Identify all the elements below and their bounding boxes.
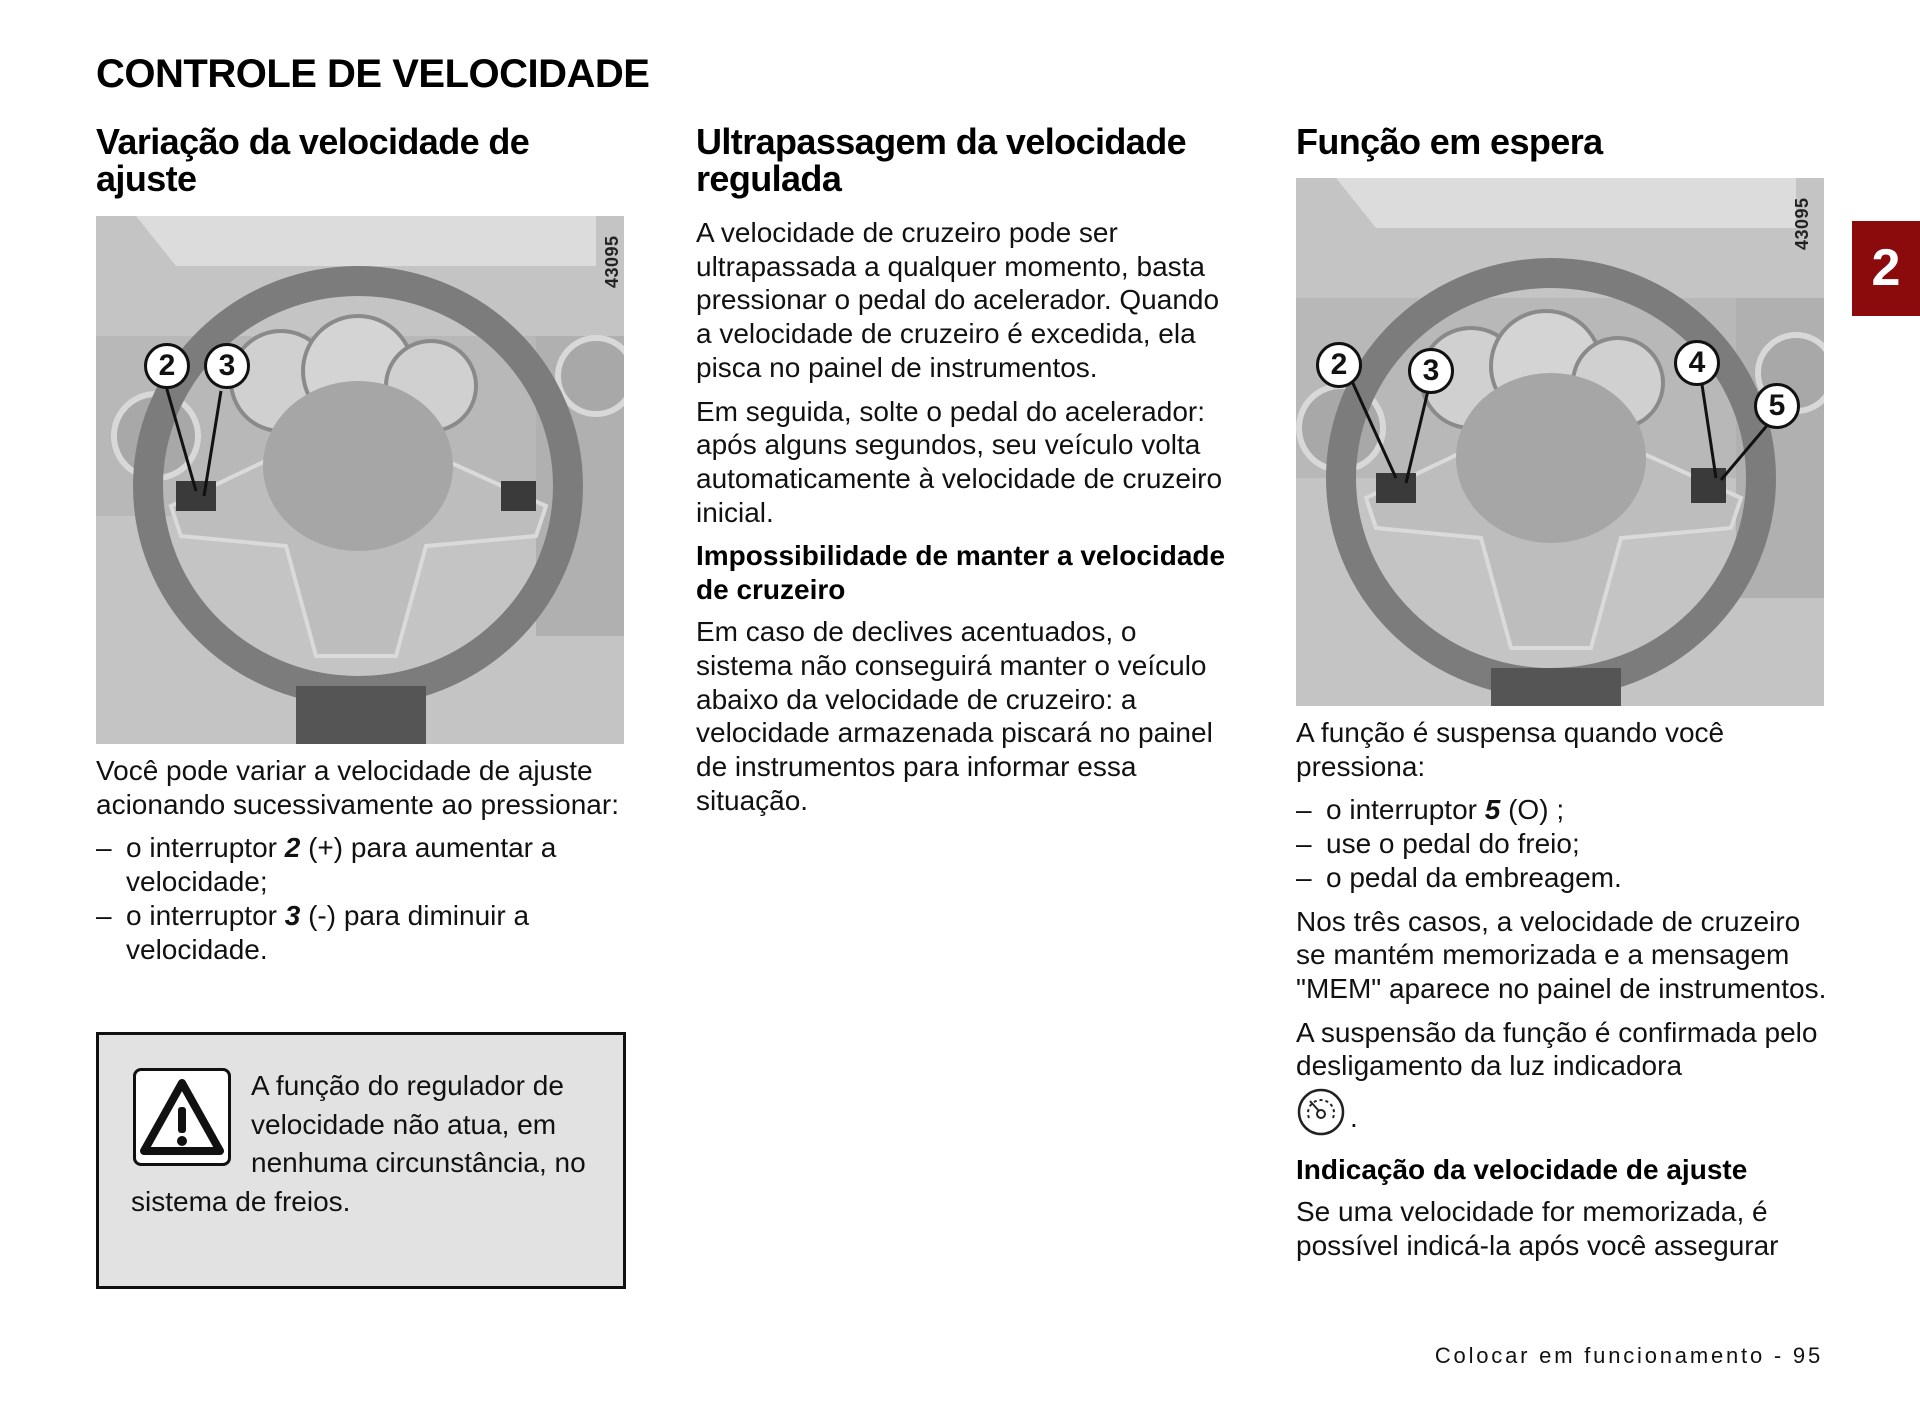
middle-text-block (696, 216, 1236, 818)
bullet-dash: – (96, 832, 112, 864)
figure-code: 43095 (602, 235, 622, 288)
callout-5: 5 (1754, 383, 1800, 429)
list-item (96, 899, 636, 966)
mem-paragraph: Nos três casos, a velocidade de cruzeiro se mantém memorizada e a mensagem "MEM" aparece no painel de instrumentos. (1296, 905, 1827, 1004)
callout-4: 4 (1674, 340, 1720, 386)
steering-wheel-illustration (1296, 178, 1824, 706)
bullet-text: o interruptor (126, 899, 285, 931)
bullet-text: (+) para aumentar a velocidade; (126, 832, 557, 898)
suspension-paragraph: A suspensão da função é confirmada pelo desligamento da luz indicadora (1296, 1016, 1818, 1082)
warning-text-tail: sistema de freios. (131, 1185, 351, 1217)
section-heading-variation: Variação da velocidade de ajuste (96, 121, 530, 199)
steering-wheel-figure-right (1296, 178, 1824, 706)
list-item (1296, 793, 1836, 827)
indicator-line (1296, 1083, 1836, 1141)
callout-2: 2 (144, 343, 190, 389)
switch-number: 3 (284, 899, 301, 931)
page-footer: Colocar em funcionamento - 95 (1434, 1343, 1823, 1368)
chapter-tab: 2 (1852, 221, 1920, 316)
section-heading-standby: Função em espera (1296, 121, 1603, 162)
bullet-dash: – (1296, 861, 1312, 893)
bullet-text: o interruptor (1326, 794, 1485, 826)
bullet-dash: – (1296, 794, 1312, 826)
impossibility-paragraph: Em caso de declives acentuados, o sistema não conseguirá manter o veículo abaixo da velocidade de cruzeiro: a velocidade armazenada piscará no painel de instrumentos para informar essa situação. (696, 616, 1213, 816)
warning-text-indented: A função do regulador de velocidade não atua, em nenhuma circunstância, no (251, 1070, 586, 1178)
bullet-dash: – (1296, 828, 1312, 860)
bullet-text: o pedal da embreagem. (1326, 861, 1622, 893)
switch-number: 2 (284, 832, 301, 864)
overtaking-paragraph-1: A velocidade de cruzeiro pode ser ultrapassada a qualquer momento, basta pressionar o pedal do acelerador. Quando a velocidade de cruzeiro é excedida, ela pisca no painel de instrumentos. (696, 217, 1220, 383)
page-title: CONTROLE DE VELOCIDADE (96, 52, 650, 96)
section-heading-overtaking: Ultrapassagem da velocidade regulada (696, 121, 1187, 199)
subheading-impossibility: Impossibilidade de manter a velocidade de cruzeiro (696, 540, 1226, 606)
callout-3: 3 (204, 343, 250, 389)
overtaking-paragraph-2: Em seguida, solte o pedal do acelerador: após alguns segundos, seu veículo volta automaticamente à velocidade de cruzeiro inicial. (696, 395, 1223, 528)
bullet-text: o interruptor (126, 832, 285, 864)
warning-text (131, 1067, 601, 1221)
subheading-indication: Indicação da velocidade de ajuste (1296, 1154, 1748, 1186)
standby-intro: A função é suspensa quando você pressiona: (1296, 717, 1725, 782)
figure-code: 43095 (1792, 197, 1812, 250)
bullet-text: (O) ; (1500, 794, 1565, 826)
callout-2: 2 (1316, 342, 1362, 388)
bullet-text: use o pedal do freio; (1326, 828, 1580, 860)
bullet-text: (-) para diminuir a velocidade. (126, 899, 530, 965)
list-item (1296, 861, 1836, 895)
switch-number: 5 (1484, 794, 1501, 826)
list-item (1296, 827, 1836, 861)
warning-box (96, 1032, 626, 1289)
steering-wheel-figure-left (96, 216, 624, 744)
indication-paragraph: Se uma velocidade for memorizada, é possível indicá-la após você assegurar (1296, 1196, 1779, 1261)
cruise-control-indicator-icon (1296, 1087, 1342, 1133)
indicator-suffix: . (1350, 1102, 1358, 1134)
left-text-block (96, 754, 636, 966)
steering-wheel-illustration (96, 216, 624, 744)
right-text-block (1296, 716, 1836, 1262)
variation-intro: Você pode variar a velocidade de ajuste acionando sucessivamente ao pressionar: (96, 755, 619, 820)
callout-3: 3 (1408, 348, 1454, 394)
bullet-dash: – (96, 899, 112, 931)
list-item (96, 831, 636, 898)
